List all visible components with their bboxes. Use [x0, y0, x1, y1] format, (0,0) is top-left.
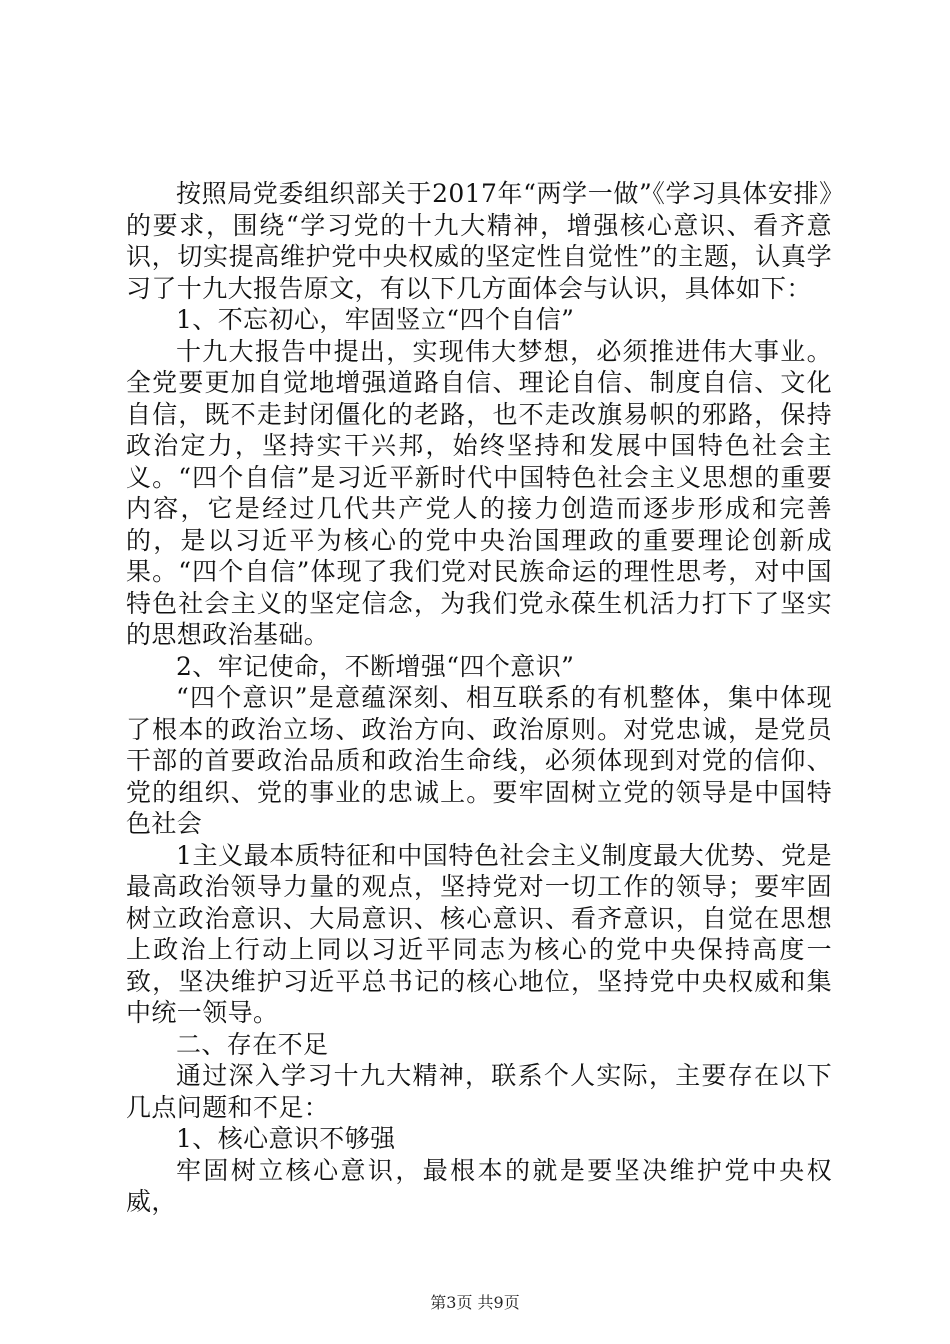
- paragraph-four-consciousness: “四个意识”是意蕴深刻、相互联系的有机整体，集中体现了根本的政治立场、政治方向、政治原则。对党忠诚，是党员干部的首要政治品质和政治生命线，必须体现到对党的信仰、党的组织、党的事业的忠诚上。要牢固树立党的领导是中国特色社会: [126, 683, 832, 838]
- paragraph-four-confidences: 十九大报告中提出，实现伟大梦想，必须推进伟大事业。全党要更加自觉地增强道路自信、理论自信、制度自信、文化自信，既不走封闭僵化的老路，也不走改旗易帜的邪路，保持政治定力，坚持实干兴邦，始终坚持和发展中国特色社会主义。“四个自信”是习近平新时代中国特色社会主义思想的重要内容，它是经过几代共产党人的接力创造而逐步形成和完善的，是以习近平为核心的党中央治国理政的重要理论创新成果。“四个自信”体现了我们党对民族命运的理性思考，对中国特色社会主义的坚定信念，为我们党永葆生机活力打下了坚实的思想政治基础。: [126, 336, 832, 649]
- section-heading-core-awareness: 1、核心意识不够强: [176, 1124, 396, 1153]
- paragraph-shortcomings-intro: 通过深入学习十九大精神，联系个人实际，主要存在以下几点问题和不足：: [126, 1061, 832, 1122]
- page-footer: 第3页 共9页: [430, 1293, 520, 1312]
- paragraph-core-awareness: 牢固树立核心意识，最根本的就是要坚决维护党中央权威，: [126, 1155, 832, 1216]
- paragraph-intro: 按照局党委组织部关于2017年“两学一做”《学习具体安排》的要求，围绕“学习党的十九大精神，增强核心意识、看齐意识，切实提高维护党中央权威的坚定性自觉性”的主题，认真学习了十九大报告原文，有以下几方面体会与认识，具体如下：: [126, 179, 832, 303]
- section-heading-four-confidences: 1、不忘初心，牢固竖立“四个自信”: [176, 305, 575, 334]
- section-heading-four-consciousness: 2、牢记使命，不断增强“四个意识”: [176, 651, 575, 681]
- section-heading-shortcomings: 二、存在不足: [176, 1029, 329, 1059]
- paragraph-party-leadership: 1主义最本质特征和中国特色社会主义制度最大优势、党是最高政治领导力量的观点，坚持党对一切工作的领导；要牢固树立政治意识、大局意识、核心意识、看齐意识，自觉在思想上政治上行动上同以习近平同志为核心的党中央保持高度一致，坚决维护习近平总书记的核心地位，坚持党中央权威和集中统一领导。: [126, 840, 832, 1027]
- document-body: [126, 178, 832, 1218]
